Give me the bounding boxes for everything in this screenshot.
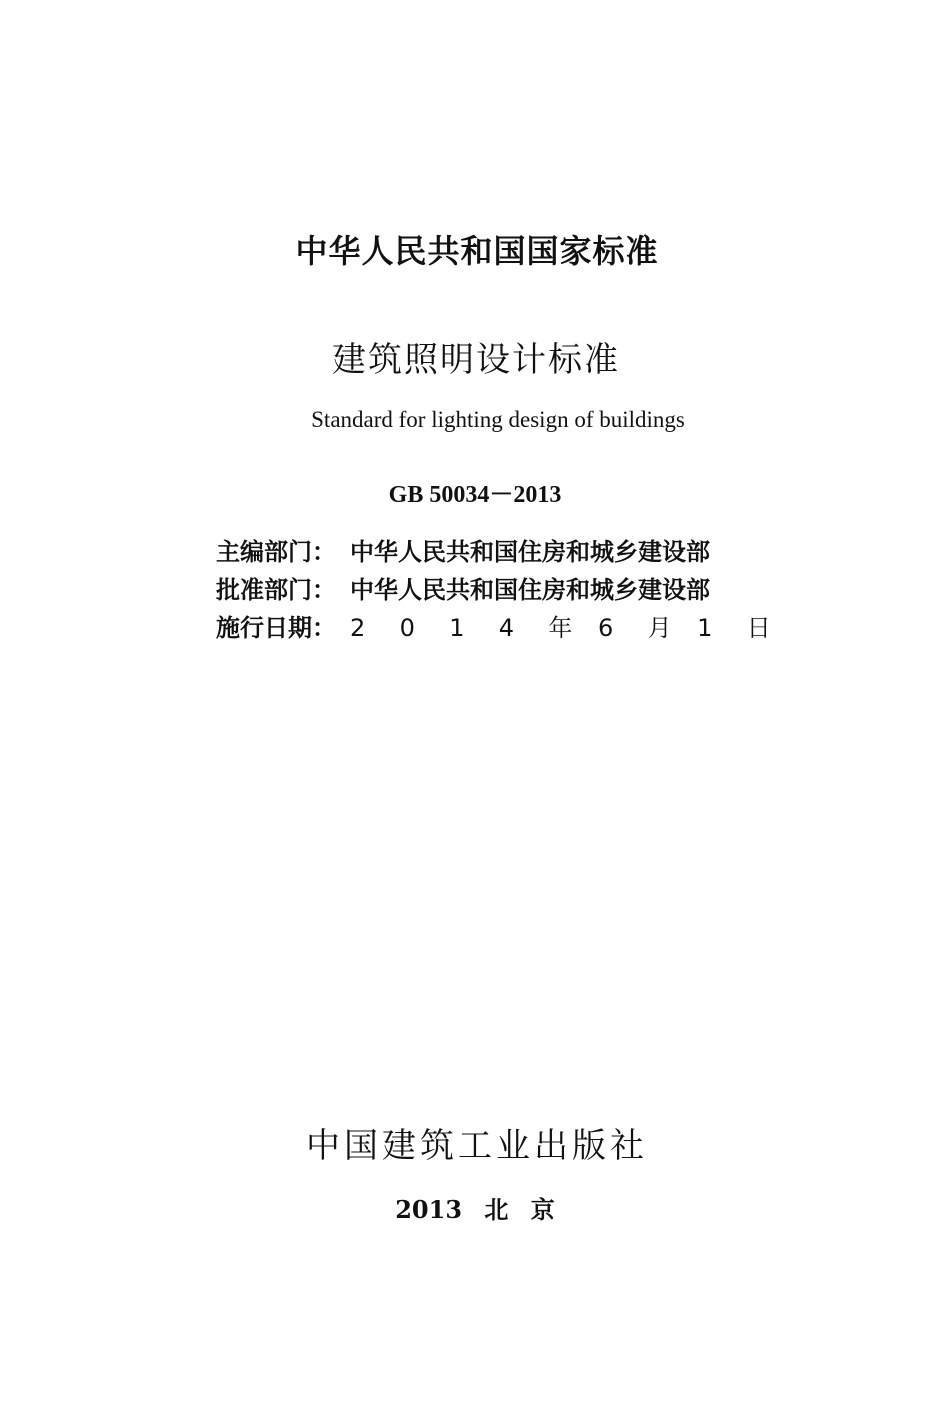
date-char: 月: [647, 614, 672, 642]
date-char: 6: [597, 614, 614, 642]
info-block: [216, 537, 796, 651]
date-char: 1: [449, 614, 465, 642]
editor-value: 中华人民共和国住房和城乡建设部: [350, 538, 710, 566]
date-char: 0: [399, 614, 415, 642]
approver-value: 中华人民共和国住房和城乡建设部: [350, 576, 710, 604]
date-row: [216, 613, 796, 651]
editor-label: 主编部门：: [216, 538, 336, 566]
standard-code: GB 50034－2013: [388, 482, 562, 508]
date-char: 日: [746, 614, 771, 642]
publication-year-place: 2013 北 京: [395, 1195, 555, 1224]
date-label: 施行日期：: [216, 614, 336, 642]
date-char: 2: [350, 614, 366, 642]
chinese-title: 建筑照明设计标准: [332, 340, 620, 380]
approver-row: [216, 575, 796, 613]
publisher-name: 中国建筑工业出版社: [306, 1126, 648, 1166]
approver-label: 批准部门：: [216, 576, 336, 604]
english-title: Standard for lighting design of buildings: [311, 407, 685, 432]
date-char: 4: [498, 614, 515, 642]
date-char: 年: [548, 614, 573, 642]
editor-row: [216, 537, 796, 575]
series-title: 中华人民共和国国家标准: [295, 232, 659, 270]
date-char: 1: [697, 614, 713, 642]
date-value: [350, 613, 796, 651]
